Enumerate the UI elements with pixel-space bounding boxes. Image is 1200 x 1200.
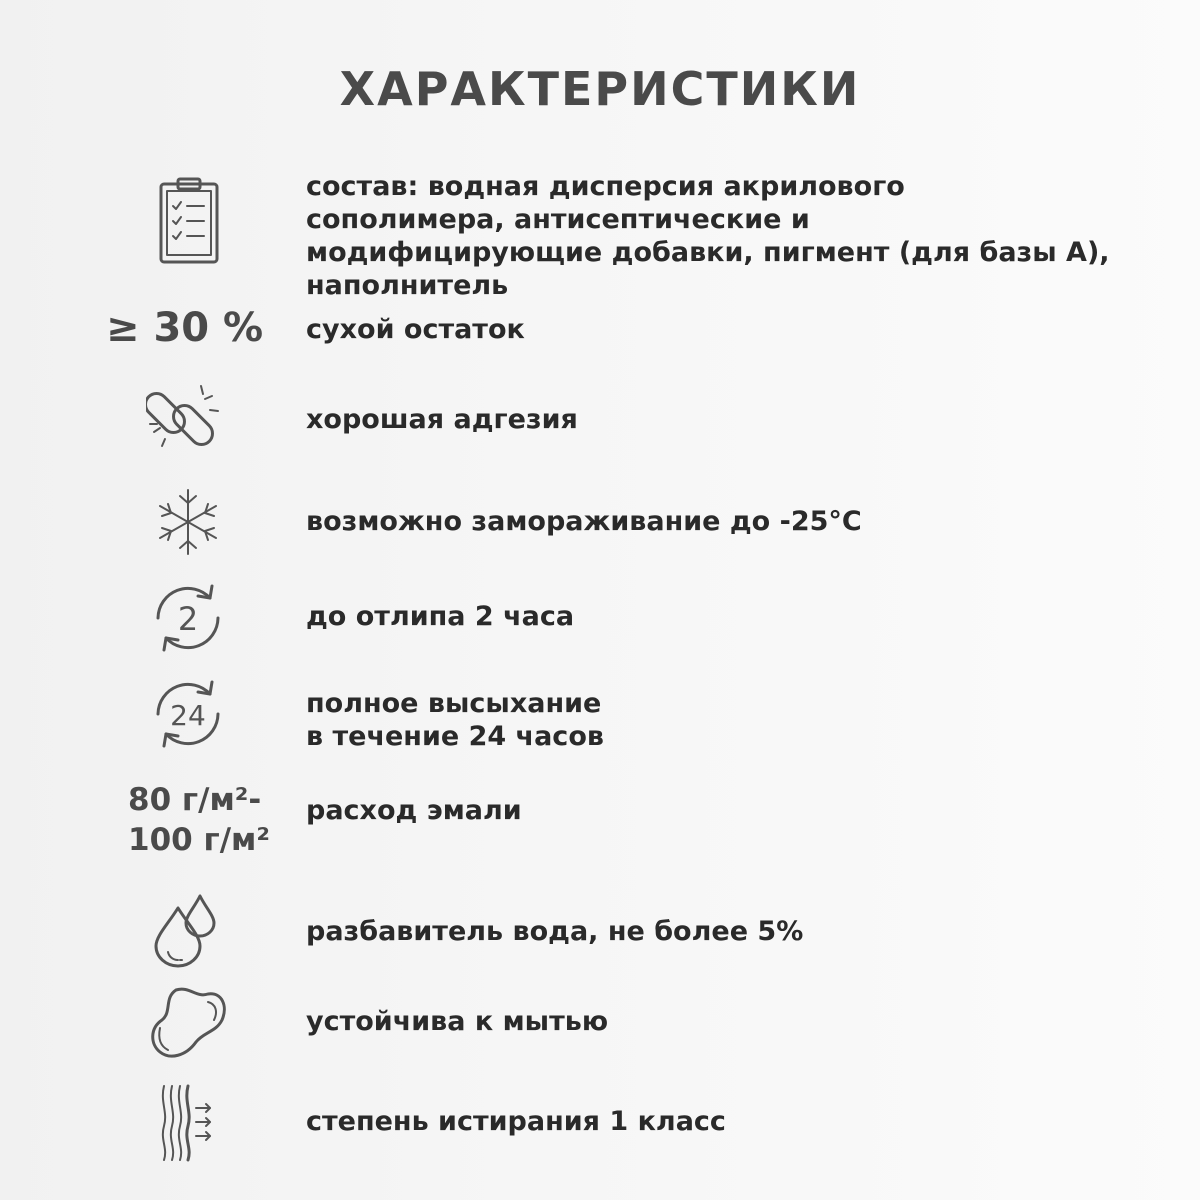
washable-label: устойчива к мытью: [306, 1006, 609, 1037]
thinner-label: разбавитель вода, не более 5%: [306, 916, 804, 947]
composition-text: состав: водная дисперсия акрилового сополимера, антисептические и модифицирующие добавки, пигмент (для базы А), наполнитель: [306, 171, 1110, 301]
cycle-2-icon: [150, 580, 226, 656]
abrasion-icon: [156, 1082, 218, 1162]
consumption-label: расход эмали: [306, 795, 522, 826]
adhesion-label: хорошая адгезия: [306, 404, 578, 435]
svg-text:24: 24: [170, 699, 206, 732]
dry-residue-value: ≥ 30 %: [106, 305, 264, 351]
dry-residue-label: сухой остаток: [306, 314, 525, 345]
tack-free-label: до отлипа 2 часа: [306, 601, 575, 632]
clipboard-checklist-icon: [156, 176, 222, 266]
cycle-24-icon: [150, 676, 226, 752]
sponge-icon: [146, 984, 230, 1064]
broken-chain-icon: [146, 380, 222, 458]
abrasion-label: степень истирания 1 класс: [306, 1106, 726, 1137]
page-title: ХАРАКТЕРИСТИКИ: [339, 62, 861, 116]
water-drops-icon: [150, 890, 222, 968]
snowflake-icon: [152, 486, 224, 558]
full-drying-label: полное высыхание в течение 24 часов: [306, 688, 604, 752]
consumption-value: 80 г/м²- 100 г/м²: [128, 782, 270, 858]
svg-text:2: 2: [177, 600, 199, 638]
freezing-label: возможно замораживание до -25°C: [306, 506, 862, 537]
